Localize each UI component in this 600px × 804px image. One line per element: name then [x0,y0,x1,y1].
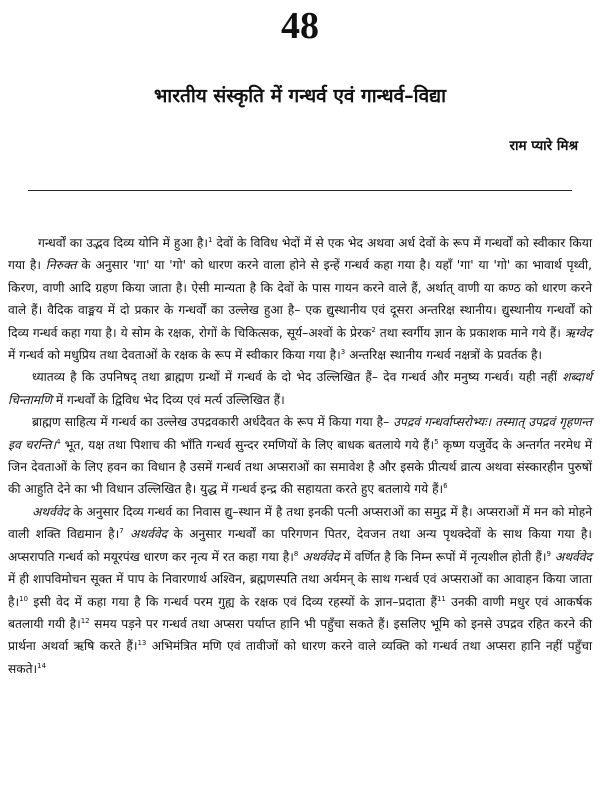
text-run: में गन्धर्व को मधुप्रिय तथा देवताओं के रक्षक के रूप में स्वीकार किया गया है। [8,348,341,363]
text-run: अन्तरिक्ष स्थानीय गन्धर्व नक्षत्रों के प्रवर्तक है। [345,348,543,363]
text-run: उनकी वाणी मधुर एवं आकर्षक बतलायी गयी है। [8,594,592,631]
text-run: ब्राह्मण साहित्य में गन्धर्व का उल्लेख उपद्रवकारी अर्धदैवत के रूप में किया गया है– [32,415,394,430]
chapter-title: भारतीय संस्कृति में गन्धर्व एवं गान्धर्व–विद्या [153,85,447,107]
footnote-marker: 5 [434,437,439,446]
footnote-marker: 9 [546,549,551,558]
footnote-marker: 3 [340,348,346,357]
text-run: भूत, यक्ष तथा पिशाच की भाँति गन्धर्व सुन्दर रमणियों के लिए बाधक बतलाये गये हैं। [60,437,435,452]
footnote-marker: 1 [208,236,213,244]
footnote-marker: 2 [371,325,376,334]
text-run: में ही शापविमोचन सूक्त में पाप के निवारणार्थ अश्विन, ब्रह्मणस्पति तथा अर्यमन् के साथ गन्धर्व एवं अप्सराओं का आवाहन किया जाता है। [8,572,592,609]
text-run: तथा स्वर्गीय ज्ञान के प्रकाशक माने गये हैं। [375,325,565,340]
italic-text: निरुक्त [45,258,77,273]
author-name: राम प्यारे मिश्र [509,138,578,154]
text-run: देवों के विविध भेदों में से एक भेद अथवा अर्ध देवों के रूप में गन्धर्वों को स्वीकार किया गया है। [8,236,592,273]
italic-text: अथर्ववेद [302,549,340,564]
text-run: के अनुसार दिव्य गन्धर्व का निवास द्यु–स्थान में है तथा इनकी पत्नी अप्सराओं का समुद्र में है। अप्सराओं में मन को मोहने वाली शक्ति विद्यमान है। [8,504,592,542]
footnote-marker: 12 [80,616,90,625]
text-run: ध्यातव्य है कि उपनिषद् तथा ब्राह्मण ग्रन्थों में गन्धर्व के दो भेद उल्लिखित हैं– देव गन्धर्व और मनुष्य गन्धर्व। यही नहीं [32,370,563,385]
text-run: इसी वेद में कहा गया है कि गन्धर्व परम गुह्य के रक्षक एवं दिव्य रहस्यों के ज्ञान–प्रदाता हैं [28,594,437,609]
paragraph [8,411,592,501]
footnote-marker: 8 [293,549,299,558]
italic-text: ऋग्वेद [564,325,592,340]
chapter-body [8,232,592,680]
text-run: कृष्ण यजुर्वेद के अन्तर्गत नरमेध में जिन देवताओं के लिए हवन का विधान है उसमें गन्धर्व तथा अप्सराओं का समावेश है और इसके प्रीत्यर्थ व्रात्य अथवा संस्कारहीन पुरुषों की आहुति देने का भी विधान उल्लिखित है। युद्ध में गन्धर्व इन्द्र की सहायता करते हुए बतलाये गये हैं। [8,437,592,497]
footnote-marker: 6 [443,482,448,491]
text-run: के अनुसार गन्धर्वों का परिगणन पितर, देवजन तथा अन्य पृथक्देवों के साथ किया गया है। अप्सरापति गन्धर्व को मयूरपंख धारण कर नृत्य में रत कहा गया है। [8,527,592,564]
footnote-marker: 11 [436,594,446,603]
italic-text: अथर्ववेद [32,504,70,519]
text-run: के अनुसार 'गा' या 'गो' को धारण करने वाला होने से इन्हें गन्धर्व कहा गया है। यहाँ 'गा' या 'गो' का भावार्थ पृथ्वी, किरण, वाणी आदि ग्रहण किया जाता है। ऐसी मान्यता है कि देवों के पास गायन करने वाले हैं, अर्थात् वाणी या कण्ठ को धारण करने वाले हैं। वैदिक वाङ्मय में दो प्रकार के गन्धर्वों का उल्लेख हुआ है– एक द्युस्थानीय एवं दूसरा अन्तरिक्ष स्थानीय। द्युस्थानीय गन्धर्वों को दिव्य गन्धर्व कहा गया है। ये सोम के रक्षक, रोगों के चिकित्सक, सूर्य–अश्वों के प्रेरक [8,258,592,340]
italic-text: अथर्ववेद [554,549,593,564]
chapter-number: 48 [281,5,319,47]
text-run: गन्धर्वों का उद्भव दिव्य योनि में हुआ है। [38,236,209,250]
paragraph [8,232,592,366]
footnote-marker: 7 [119,527,124,536]
footnote-marker: 4 [56,437,61,446]
text-run: में वर्णित है कि निम्न रूपों में नृत्यशील होती हैं। [339,549,547,564]
text-run: समय पड़ने पर गन्धर्व तथा अप्सरा पर्याप्त हानि भी पहुँचा सकते हैं। इसलिए भूमि को इनसे उपद्रव रहित करने की प्रार्थना अथर्वा ऋषि करते हैं। [8,616,593,654]
paragraph [8,501,592,680]
italic-text: उपद्रवं गन्धर्वाप्सरोभ्यः। तस्मात् उपद्रवं गृहणन्त इव चरन्ति। [8,415,592,452]
italic-text: अथर्ववेद [130,527,168,542]
text-run: में गन्धर्वों के द्विविध भेद दिव्य एवं मर्त्य उल्लिखित हैं। [52,392,285,407]
footnote-marker: 14 [37,661,47,670]
footnote-marker: 10 [19,594,29,603]
footnote-marker: 13 [137,639,147,648]
section-divider [28,190,572,191]
text-run: अभिमंत्रित मणि एवं तावीजों को धारण करने वाले व्यक्ति को गन्धर्व तथा अप्सरा हानि नहीं पहुँचा सकते। [8,639,592,676]
paragraph [8,366,592,411]
italic-text: शब्दार्थ चिन्तामणि [8,370,592,407]
